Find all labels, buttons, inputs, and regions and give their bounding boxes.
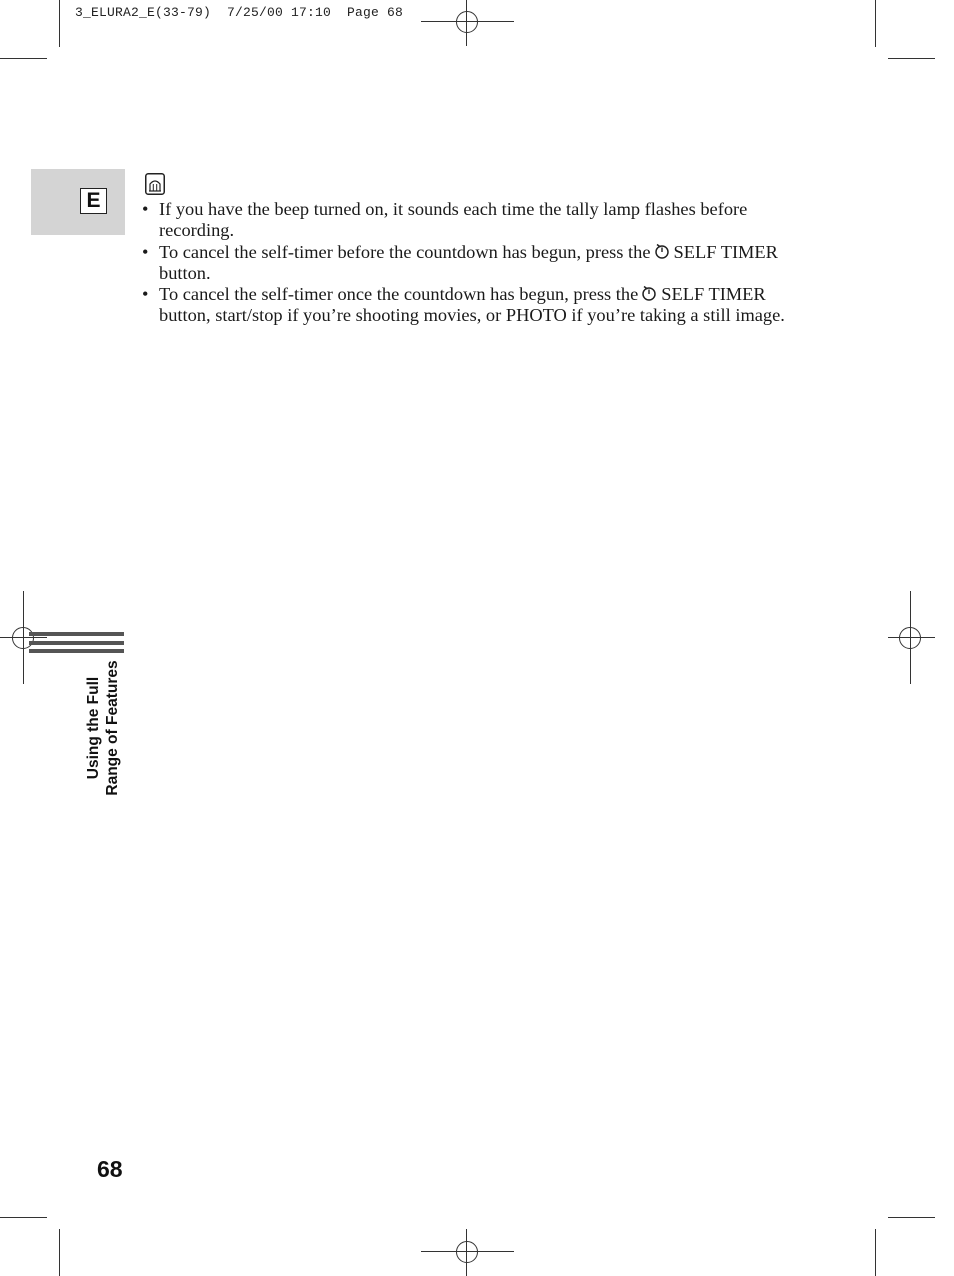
list-item	[141, 242, 797, 285]
crop-mark	[888, 58, 935, 59]
self-timer-icon	[641, 285, 657, 301]
list-item	[141, 284, 797, 327]
registration-circle	[456, 1241, 478, 1263]
note-text: To cancel the self-timer once the countdown has begun, press the	[159, 284, 639, 305]
crop-mark	[875, 1229, 876, 1276]
note-text: To cancel the self-timer before the countdown has begun, press the	[159, 241, 651, 262]
registration-circle	[899, 627, 921, 649]
section-label-line2: Range of Features	[104, 660, 121, 796]
page-number: 68	[97, 1156, 123, 1182]
list-item	[141, 199, 797, 242]
note-icon	[145, 173, 165, 195]
registration-circle	[456, 11, 478, 33]
language-tab	[31, 169, 125, 235]
crop-mark	[59, 1229, 60, 1276]
crop-mark	[888, 1217, 935, 1218]
crop-mark	[59, 0, 60, 47]
section-label	[84, 628, 122, 828]
note-text: SELF TIMER button, start/stop if you’re shooting movies, or PHOTO if you’re taking a still image.	[159, 284, 785, 326]
notes-list	[141, 199, 797, 327]
self-timer-icon	[654, 243, 670, 259]
crop-mark	[0, 1217, 47, 1218]
crop-mark	[875, 0, 876, 47]
note-text: SELF TIMER button.	[159, 241, 778, 283]
print-slug: 3_ELURA2_E(33-79) 7/25/00 17:10 Page 68	[75, 5, 404, 20]
note-text: If you have the beep turned on, it sounds each time the tally lamp flashes before recording.	[159, 199, 748, 241]
section-label-line1: Using the Full	[85, 676, 102, 780]
language-letter: E	[80, 188, 107, 214]
crop-mark	[0, 58, 47, 59]
